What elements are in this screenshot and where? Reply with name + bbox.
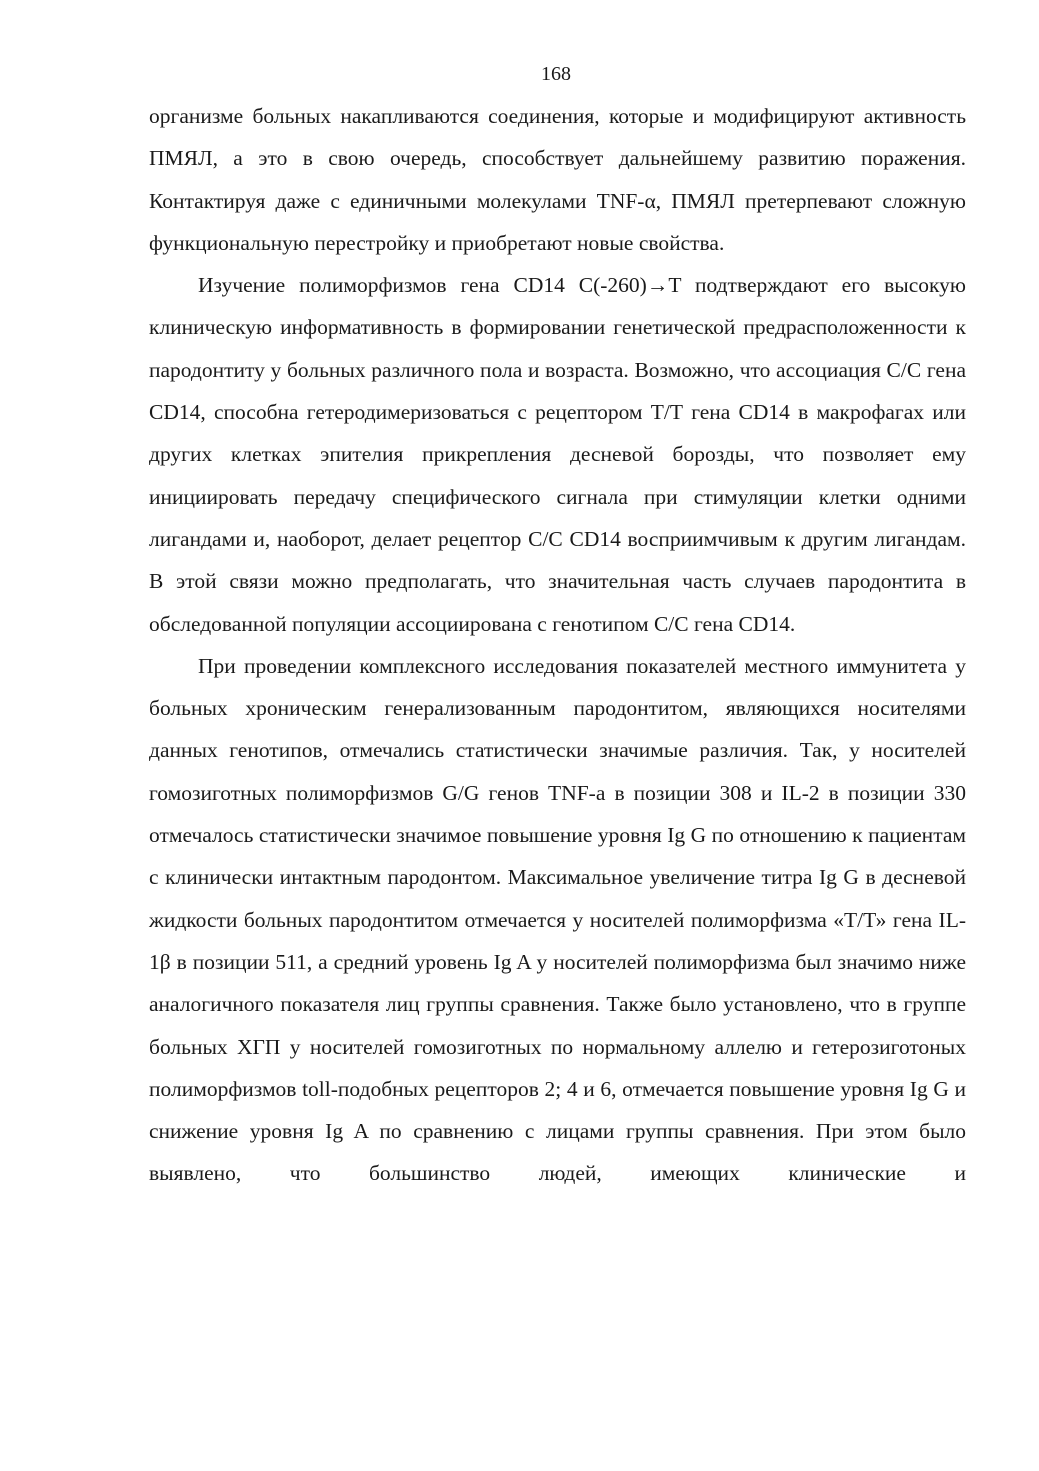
paragraph-2: Изучение полиморфизмов гена CD14 C(-260)→T подтверждают его высокую клиническую информативность в формировании генетической предрасположенности к пародонтиту у больных различного пола и возраста. Возможно, что ассоциация С/С гена CD14, способна гетеродимеризоваться с рецептором Т/Т гена CD14 в макрофагах или других клетках эпителия прикрепления десневой борозды, что позволяет ему инициировать передачу специфического сигнала при стимуляции клетки одними лигандами и, наоборот, делает рецептор С/С CD14 восприимчивым к другим лигандам. В этой связи можно предполагать, что значительная часть случаев пародонтита в обследованной популяции ассоциирована с генотипом С/С гена CD14.: [149, 273, 966, 636]
document-body: [149, 95, 966, 1195]
paragraph-3: При проведении комплексного исследования показателей местного иммунитета у больных хроническим генерализованным пародонтитом, являющихся носителями данных генотипов, отмечались статистически значимые различия. Так, у носителей гомозиготных полиморфизмов G/G генов TNF-a в позиции 308 и IL-2 в позиции 330 отмечалось статистически значимое повышение уровня Ig G по отношению к пациентам с клинически интактным пародонтом. Максимальное увеличение титра Ig G в десневой жидкости больных пародонтитом отмечается у носителей полиморфизма «Т/Т» гена IL-1β в позиции 511, а средний уровень Ig A у носителей полиморфизма был значимо ниже аналогичного показателя лиц группы сравнения. Также было установлено, что в группе больных ХГП у носителей гомозиготных по нормальному аллелю и гетерозиготоных полиморфизмов toll-подобных рецепторов 2; 4 и 6, отмечается повышение уровня Ig G и снижение уровня Ig A по сравнению с лицами группы сравнения. При этом было выявлено, что большинство людей, имеющих клинические и: [149, 653, 966, 1186]
paragraph-1: организме больных накапливаются соединения, которые и модифицируют активность ПМЯЛ, а это в свою очередь, способствует дальнейшему развитию поражения. Контактируя даже с единичными молекулами TNF-α, ПМЯЛ претерпевают сложную функциональную перестройку и приобретают новые свойства.: [149, 104, 966, 255]
page-number: 168: [541, 63, 571, 85]
